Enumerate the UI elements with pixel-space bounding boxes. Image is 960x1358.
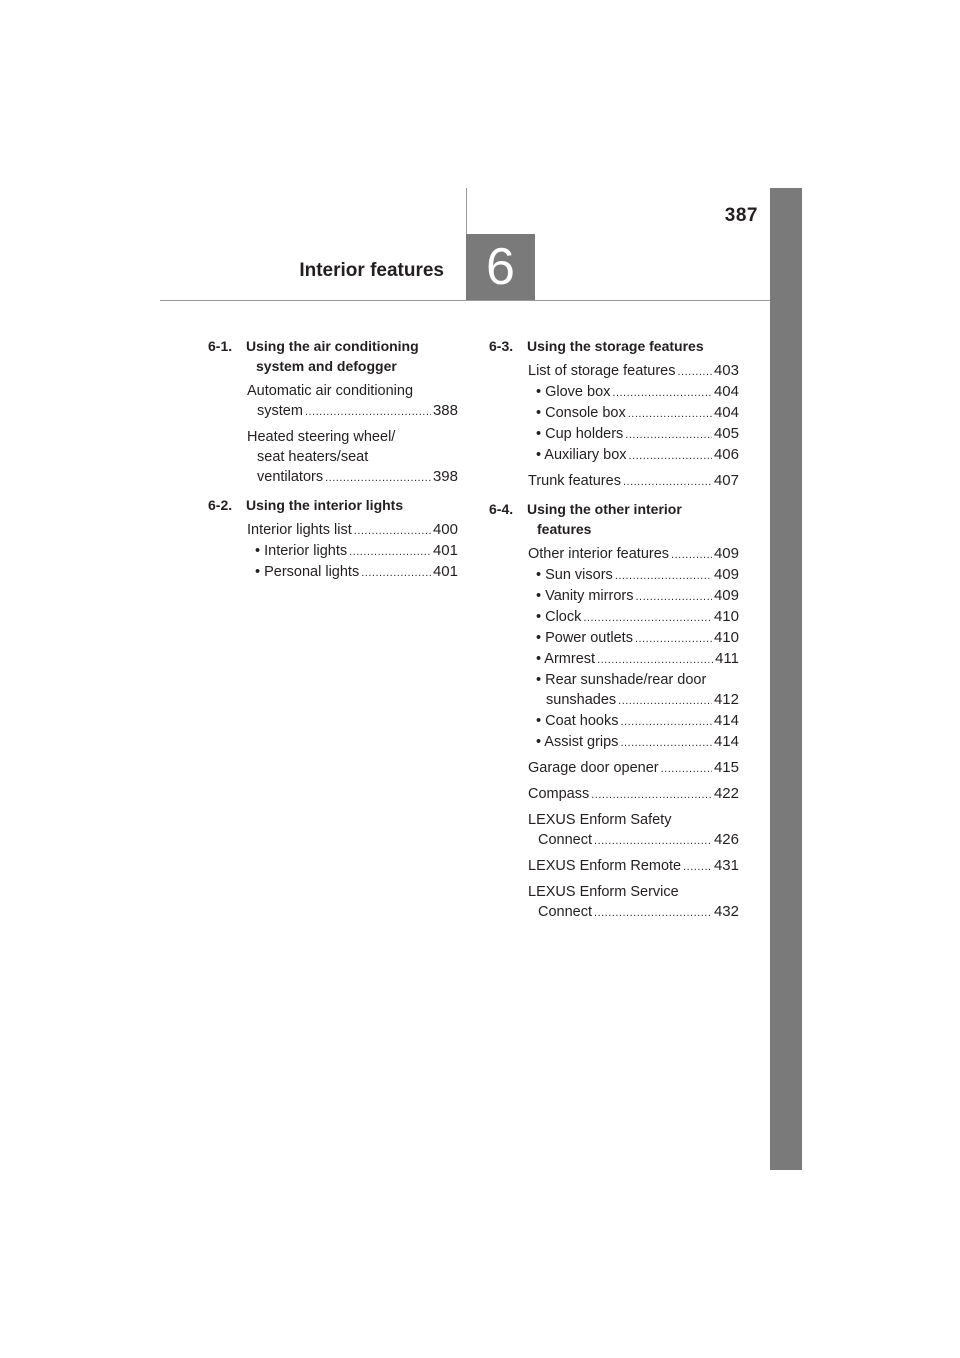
- dot-leader: [635, 586, 712, 607]
- toc-column-left: [208, 336, 458, 590]
- entry-page-number: 398: [432, 468, 458, 485]
- dot-leader: [594, 902, 712, 923]
- entry-title-line: Connect: [538, 832, 593, 848]
- toc-entry: [247, 427, 458, 488]
- section-title-line: Using the air conditioning: [246, 338, 419, 354]
- sub-entry-page-number: 404: [713, 383, 739, 400]
- entry-line: [528, 830, 739, 851]
- dot-leader: [683, 856, 712, 877]
- section-title-line: Using the storage features: [527, 338, 704, 354]
- dot-leader: [583, 607, 712, 628]
- sub-entry: [255, 562, 458, 583]
- sub-entry-line: [536, 403, 739, 424]
- sub-entry: [255, 541, 458, 562]
- sub-entries: [528, 565, 739, 753]
- sub-entry-page-number: 410: [713, 629, 739, 646]
- entry-title-line: Trunk features: [528, 473, 621, 489]
- toc-section: [208, 336, 458, 488]
- entry-title-line: Automatic air conditioning: [247, 383, 414, 399]
- toc-column-right: [489, 336, 739, 930]
- entry-page-number: 431: [713, 857, 739, 874]
- sub-entry-line: [536, 424, 739, 445]
- sub-entry-line: [255, 541, 458, 562]
- sub-entry-label: • Clock: [536, 609, 582, 625]
- entry-page-number: 432: [713, 903, 739, 920]
- section-entries: [247, 381, 458, 488]
- entry-title-line: Heated steering wheel/: [247, 429, 396, 445]
- dot-leader: [628, 403, 712, 424]
- dot-leader: [623, 471, 712, 492]
- entry-line: [247, 520, 458, 541]
- entry-title-line: seat heaters/seat: [257, 449, 369, 465]
- dot-leader: [591, 784, 712, 805]
- sub-entry-label: • Rear sunshade/rear door: [536, 672, 707, 688]
- toc-entry: [528, 544, 739, 565]
- dot-leader: [620, 732, 712, 753]
- sub-entry-label: • Cup holders: [536, 426, 624, 442]
- sub-entry-page-number: 401: [432, 542, 458, 559]
- sub-entry-line: [536, 586, 739, 607]
- sub-entry-label: • Sun visors: [536, 567, 613, 583]
- toc-entry: [528, 758, 739, 779]
- page-number: 387: [724, 205, 758, 226]
- entry-line: [528, 758, 739, 779]
- toc-section: [489, 499, 739, 923]
- entry-line: [528, 361, 739, 382]
- entry-page-number: 388: [432, 402, 458, 419]
- entry-title-line: Other interior features: [528, 546, 670, 562]
- entry-title-line: LEXUS Enform Safety: [528, 812, 672, 828]
- sub-entry: [536, 382, 739, 403]
- sub-entry-line: [536, 607, 739, 628]
- toc-entry: [247, 520, 458, 541]
- sub-entry-line: [536, 711, 739, 732]
- toc-section: [489, 336, 739, 492]
- section-title-line: system and defogger: [256, 358, 397, 374]
- sub-entry-label: sunshades: [546, 692, 617, 708]
- sub-entry-line: [536, 690, 739, 711]
- sub-entry-line: [536, 565, 739, 586]
- dot-leader: [354, 520, 431, 541]
- sub-entry-line: [255, 562, 458, 583]
- section-title-line: features: [537, 521, 592, 537]
- section-heading: [489, 499, 739, 539]
- dot-leader: [615, 565, 712, 586]
- section-title: [527, 499, 739, 539]
- entry-page-number: 407: [713, 472, 739, 489]
- dot-leader: [325, 467, 431, 488]
- toc-entry: [528, 882, 739, 923]
- entry-page-number: 409: [713, 545, 739, 562]
- sub-entry-label: • Power outlets: [536, 630, 633, 646]
- entry-title-line: List of storage features: [528, 363, 676, 379]
- sub-entry-line: [536, 649, 739, 670]
- dot-leader: [612, 382, 712, 403]
- sub-entry-page-number: 405: [713, 425, 739, 442]
- sub-entry-line: [536, 382, 739, 403]
- sub-entry: [536, 649, 739, 670]
- dot-leader: [625, 424, 712, 445]
- sub-entry-label: • Coat hooks: [536, 713, 619, 729]
- toc-entry: [528, 856, 739, 877]
- section-heading: [489, 336, 739, 356]
- chapter-title: Interior features: [299, 260, 444, 281]
- section-number: 6-1.: [208, 338, 233, 354]
- sub-entry: [536, 403, 739, 424]
- entry-title-line: LEXUS Enform Remote: [528, 858, 682, 874]
- sub-entry-line: [536, 445, 739, 466]
- toc-entry: [528, 471, 739, 492]
- entry-line: [528, 784, 739, 805]
- section-title-line: Using the interior lights: [246, 497, 404, 513]
- dot-leader: [678, 361, 712, 382]
- sub-entries: [247, 541, 458, 583]
- entry-page-number: 403: [713, 362, 739, 379]
- entry-title-line: system: [257, 403, 303, 419]
- sub-entry-page-number: 404: [713, 404, 739, 421]
- toc-section: [208, 495, 458, 583]
- section-number: 6-3.: [489, 338, 514, 354]
- sub-entry: [536, 424, 739, 445]
- section-number: 6-4.: [489, 501, 514, 517]
- entry-title-line: Garage door opener: [528, 760, 659, 776]
- toc-entry: [528, 810, 739, 851]
- sub-entry-page-number: 411: [715, 650, 739, 667]
- dot-leader: [618, 690, 712, 711]
- sub-entry: [536, 732, 739, 753]
- dot-leader: [629, 445, 712, 466]
- sub-entry-page-number: 409: [713, 587, 739, 604]
- section-entries: [247, 520, 458, 583]
- sub-entry-label: • Glove box: [536, 384, 611, 400]
- sub-entry-label: • Vanity mirrors: [536, 588, 634, 604]
- sub-entry: [536, 565, 739, 586]
- section-heading: [208, 336, 458, 376]
- entry-line: [528, 856, 739, 877]
- section-heading: [208, 495, 458, 515]
- entry-title-line: LEXUS Enform Service: [528, 884, 679, 900]
- entry-line: [528, 544, 739, 565]
- dot-leader: [594, 830, 712, 851]
- section-entries: [528, 361, 739, 492]
- sub-entry-label: • Assist grips: [536, 734, 619, 750]
- dot-leader: [671, 544, 712, 565]
- entry-title-line: Interior lights list: [247, 522, 352, 538]
- toc-entry: [247, 381, 458, 422]
- toc-entry: [528, 361, 739, 382]
- sub-entry: [536, 607, 739, 628]
- section-title: [246, 495, 458, 515]
- section-entries: [528, 544, 739, 923]
- header-divider-horizontal: [160, 300, 770, 301]
- sub-entry-line: [536, 732, 739, 753]
- sub-entry-page-number: 406: [713, 446, 739, 463]
- sub-entry-page-number: 409: [713, 566, 739, 583]
- sub-entry-page-number: 410: [713, 608, 739, 625]
- sub-entry-label: • Armrest: [536, 651, 596, 667]
- dot-leader: [635, 628, 712, 649]
- chapter-number-box: [466, 234, 535, 301]
- sub-entries: [528, 382, 739, 466]
- dot-leader: [349, 541, 431, 562]
- entry-line: [528, 902, 739, 923]
- dot-leader: [597, 649, 713, 670]
- sub-entry: [536, 445, 739, 466]
- sub-entry-line: [536, 628, 739, 649]
- section-title: [527, 336, 739, 356]
- dot-leader: [361, 562, 431, 583]
- sub-entry-label: • Auxiliary box: [536, 447, 627, 463]
- dot-leader: [305, 401, 431, 422]
- sub-entry-label: • Interior lights: [255, 543, 348, 559]
- chapter-number: 6: [486, 238, 515, 296]
- entry-line: [247, 401, 458, 422]
- sub-entry: [536, 670, 739, 711]
- sub-entry-page-number: 401: [432, 563, 458, 580]
- entry-line: [528, 471, 739, 492]
- section-title-line: Using the other interior: [527, 501, 682, 517]
- header-divider-vertical: [466, 188, 467, 234]
- sub-entry-page-number: 414: [713, 733, 739, 750]
- entry-page-number: 422: [713, 785, 739, 802]
- sub-entry: [536, 586, 739, 607]
- toc-entry: [528, 784, 739, 805]
- dot-leader: [620, 711, 712, 732]
- chapter-side-tab: [770, 188, 802, 1170]
- entry-page-number: 415: [713, 759, 739, 776]
- sub-entry-label: • Personal lights: [255, 564, 360, 580]
- section-number: 6-2.: [208, 497, 233, 513]
- sub-entry-page-number: 414: [713, 712, 739, 729]
- sub-entry: [536, 628, 739, 649]
- section-title: [246, 336, 458, 376]
- entry-title-line: ventilators: [257, 469, 324, 485]
- sub-entry: [536, 711, 739, 732]
- sub-entry-page-number: 412: [713, 691, 739, 708]
- entry-page-number: 400: [432, 521, 458, 538]
- dot-leader: [661, 758, 712, 779]
- entry-line: [247, 467, 458, 488]
- sub-entry-label: • Console box: [536, 405, 626, 421]
- entry-title-line: Connect: [538, 904, 593, 920]
- entry-page-number: 426: [713, 831, 739, 848]
- entry-title-line: Compass: [528, 786, 590, 802]
